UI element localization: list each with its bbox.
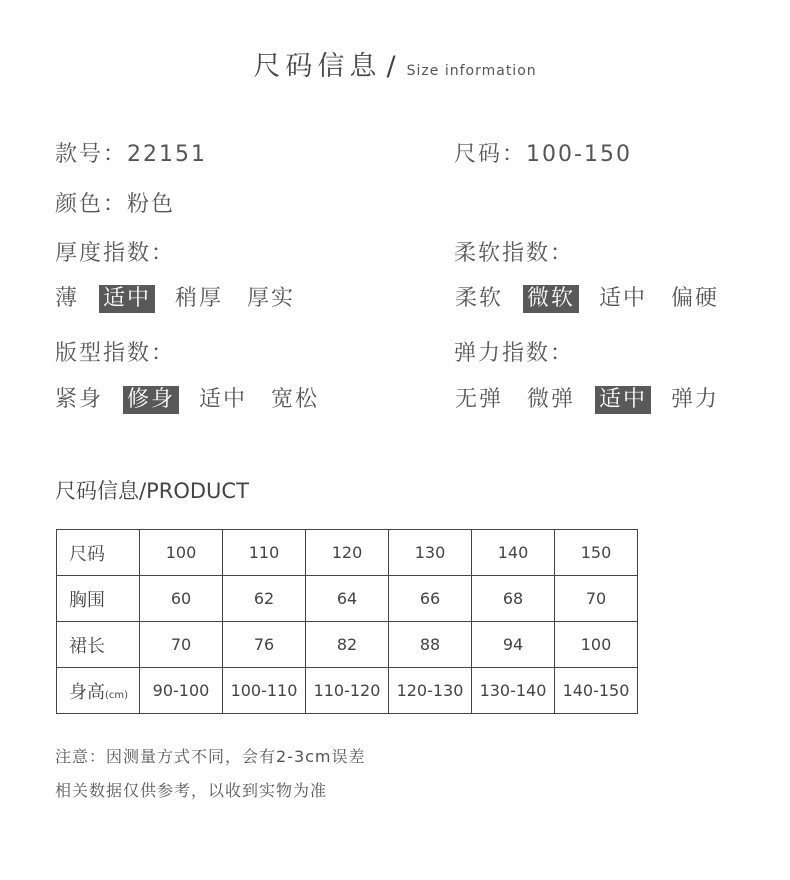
table-cell: 82	[306, 622, 389, 668]
page-header	[0, 44, 790, 83]
table-cell: 76	[223, 622, 306, 668]
table-cell: 66	[389, 576, 472, 622]
table-cell: 100	[555, 622, 638, 668]
table-row	[57, 622, 638, 668]
table-cell: 140	[472, 530, 555, 576]
row-header: 身高(cm)	[57, 668, 140, 714]
table-cell: 68	[472, 576, 555, 622]
color-value: 粉色	[127, 192, 176, 217]
page-title: 尺码信息	[253, 51, 382, 82]
thickness-option: 薄	[55, 286, 80, 311]
thickness-index-label: 厚度指数：	[55, 241, 176, 266]
row-header: 裙长	[57, 622, 140, 668]
table-cell: 120-130	[389, 668, 472, 714]
table-row	[57, 530, 638, 576]
table-cell: 130-140	[472, 668, 555, 714]
elasticity-option: 微弹	[527, 387, 576, 412]
height-unit: (cm)	[105, 689, 129, 701]
elasticity-option: 适中	[595, 386, 651, 414]
table-cell: 110-120	[306, 668, 389, 714]
size-range	[454, 137, 632, 168]
table-cell: 88	[389, 622, 472, 668]
title-separator: /	[386, 51, 396, 82]
softness-option: 柔软	[455, 286, 504, 311]
fit-option: 紧身	[55, 387, 104, 412]
table-cell: 94	[472, 622, 555, 668]
table-cell: 64	[306, 576, 389, 622]
elasticity-option: 无弹	[455, 387, 504, 412]
softness-option: 偏硬	[671, 286, 720, 311]
fit-index-label: 版型指数：	[55, 341, 176, 366]
table-cell: 150	[555, 530, 638, 576]
table-cell: 70	[140, 622, 223, 668]
row-header: 胸围	[57, 576, 140, 622]
thickness-option: 适中	[99, 285, 155, 313]
product-section-title: 尺码信息/PRODUCT	[55, 479, 249, 503]
row-header: 尺码	[57, 530, 140, 576]
table-cell: 140-150	[555, 668, 638, 714]
fit-options	[51, 386, 339, 414]
table-row	[57, 668, 638, 714]
measurement-note: 注意：因测量方式不同，会有2-3cm误差	[55, 747, 366, 766]
table-cell: 130	[389, 530, 472, 576]
elasticity-index-label: 弹力指数：	[454, 341, 575, 366]
table-cell: 60	[140, 576, 223, 622]
size-table	[56, 529, 638, 714]
size-range-label: 尺码：	[454, 142, 527, 167]
table-cell: 90-100	[140, 668, 223, 714]
table-cell: 100-110	[223, 668, 306, 714]
color-label: 颜色：	[55, 192, 128, 217]
table-cell: 120	[306, 530, 389, 576]
softness-index-label: 柔软指数：	[454, 241, 575, 266]
fit-option: 宽松	[271, 387, 320, 412]
elasticity-options	[451, 386, 739, 414]
softness-option: 微软	[523, 285, 579, 313]
style-number-value: 22151	[127, 142, 208, 167]
page-subtitle: Size information	[406, 63, 537, 79]
style-number-label: 款号：	[55, 142, 128, 167]
table-cell: 100	[140, 530, 223, 576]
softness-options	[451, 285, 739, 313]
table-cell: 62	[223, 576, 306, 622]
table-cell: 70	[555, 576, 638, 622]
color-info	[55, 187, 175, 218]
elasticity-option: 弹力	[671, 387, 720, 412]
fit-option: 适中	[199, 387, 248, 412]
size-range-value: 100-150	[526, 142, 632, 167]
thickness-option: 厚实	[247, 286, 296, 311]
thickness-options	[51, 285, 315, 313]
fit-option: 修身	[123, 386, 179, 414]
style-number	[55, 137, 207, 168]
thickness-option: 稍厚	[175, 286, 224, 311]
table-cell: 110	[223, 530, 306, 576]
softness-option: 适中	[599, 286, 648, 311]
reference-note: 相关数据仅供参考，以收到实物为准	[55, 781, 328, 800]
table-row	[57, 576, 638, 622]
